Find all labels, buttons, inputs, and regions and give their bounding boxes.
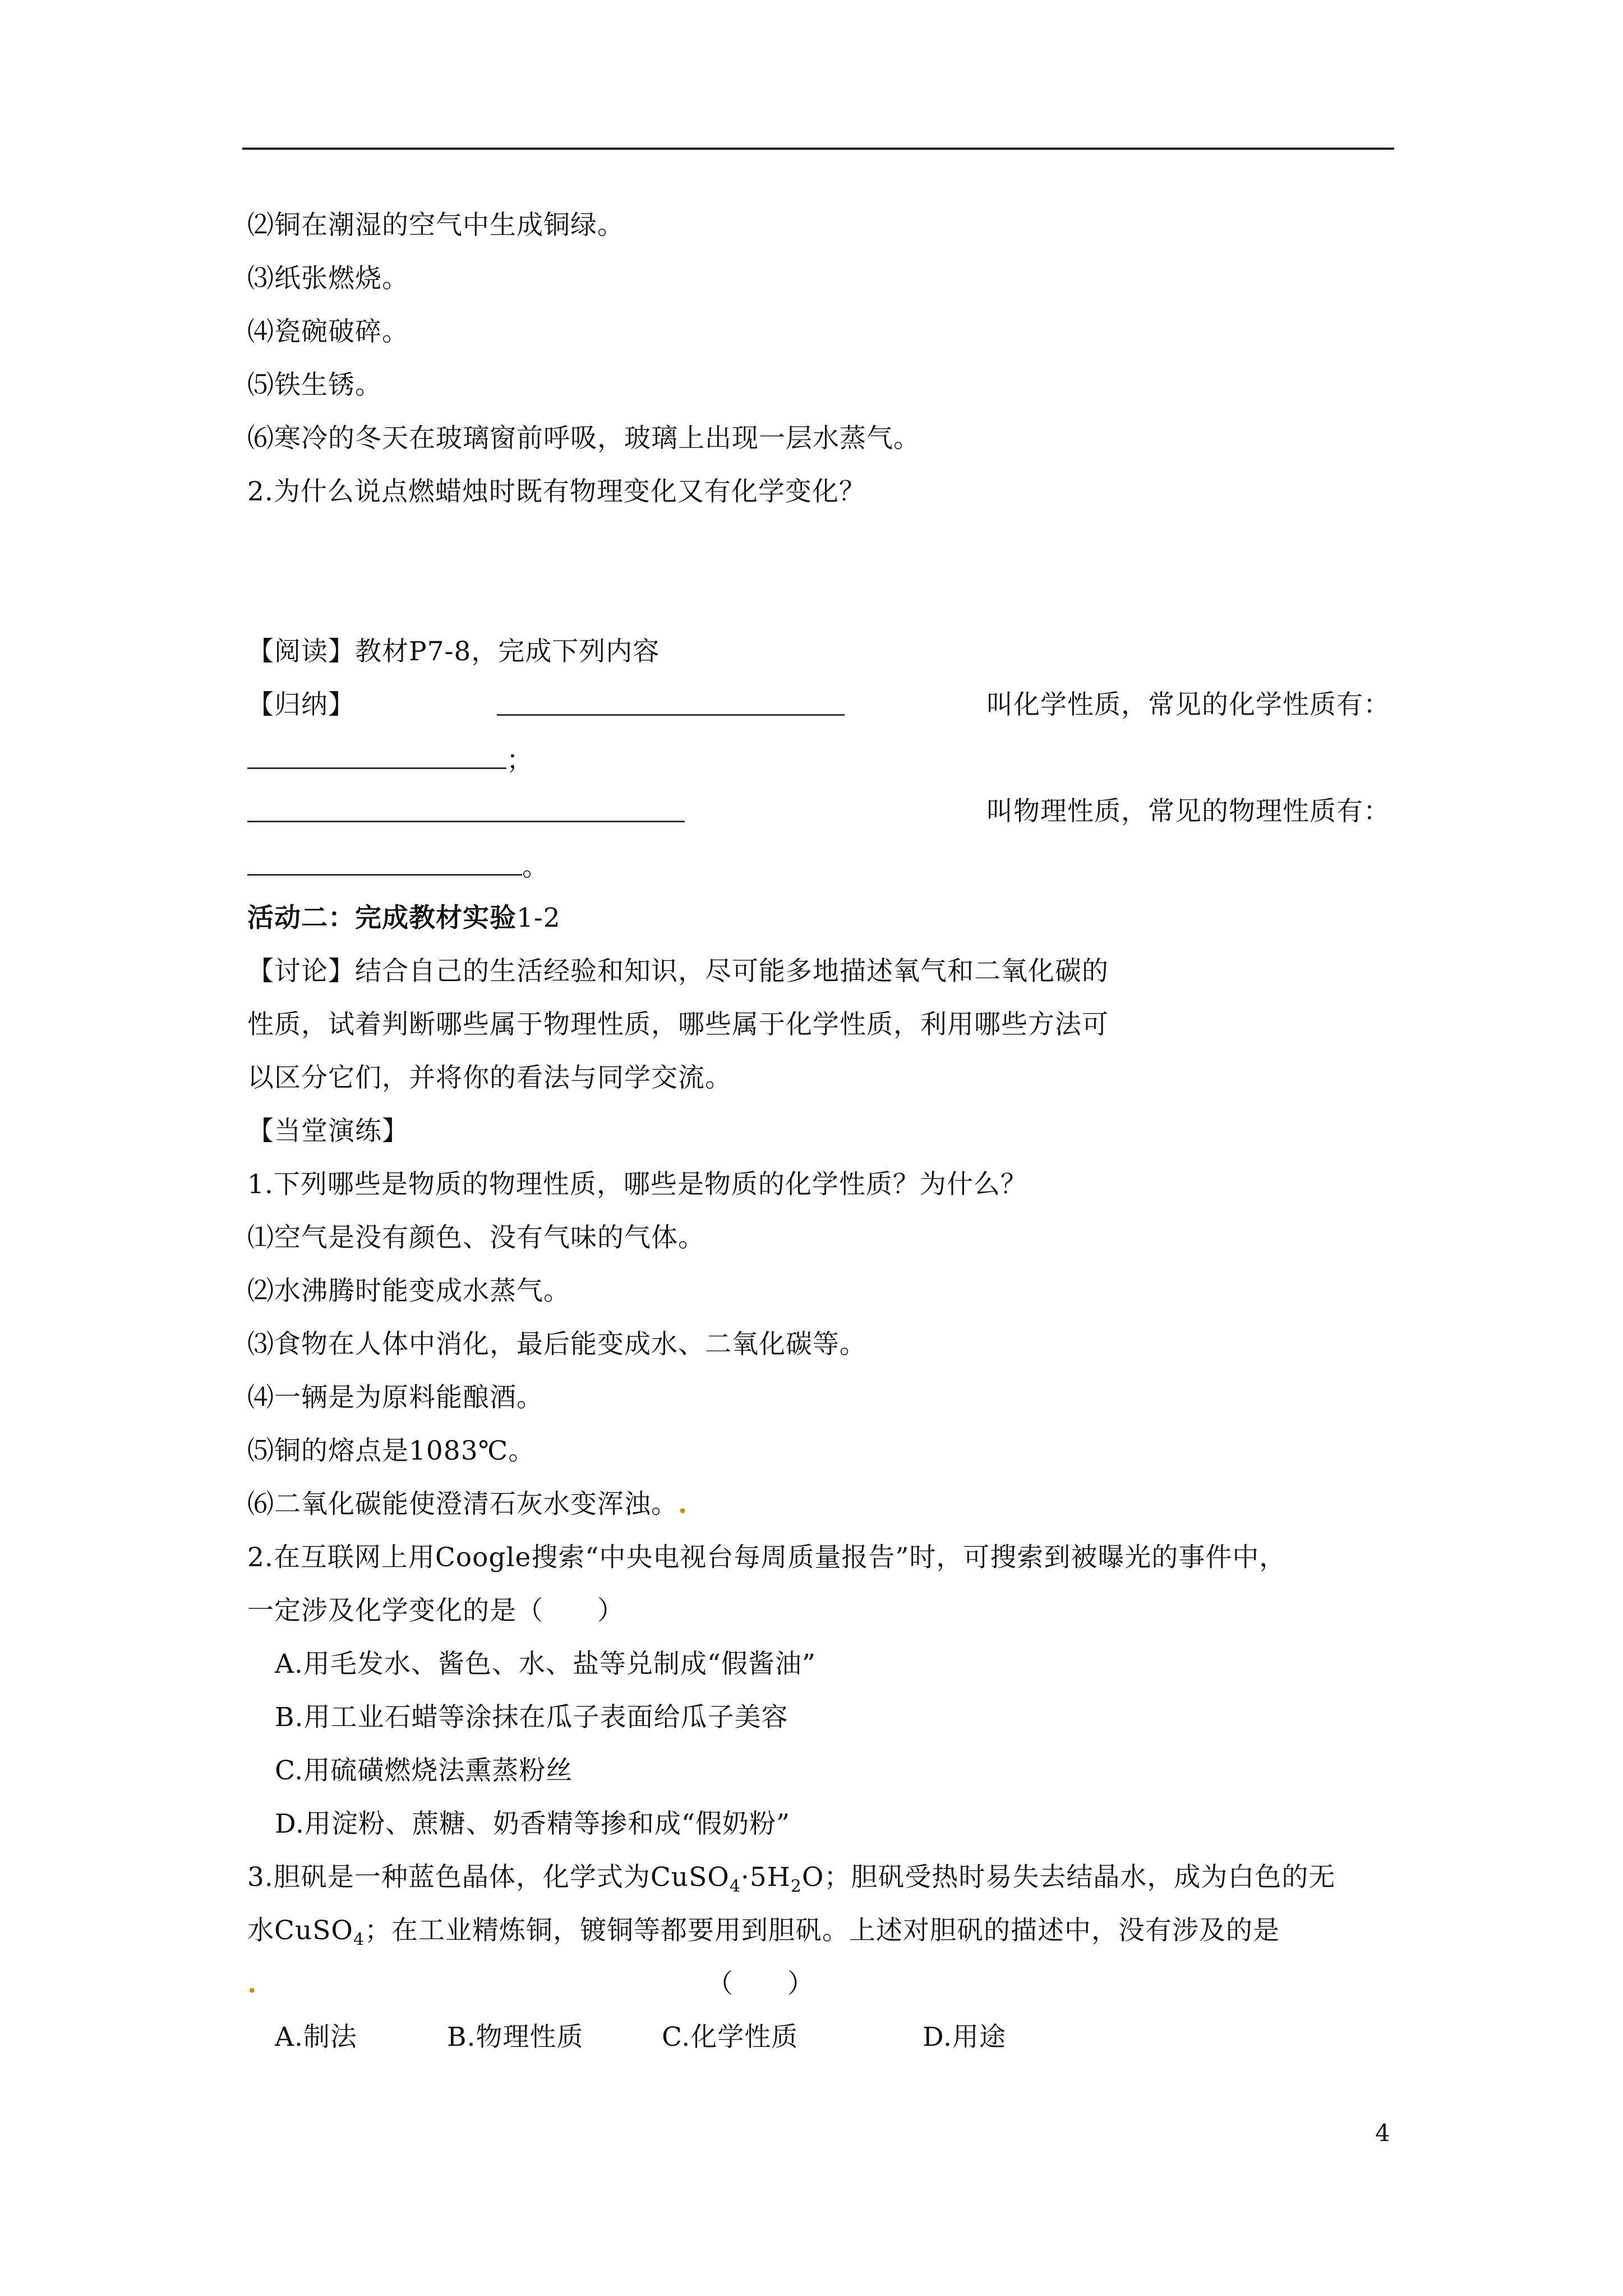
text-line: ⑵水沸腾时能变成水蒸气。 [247,1276,570,1306]
text-content: 3.胆矾是一种蓝色晶体，化学式为CuSO [247,1862,730,1893]
subscript: 2 [790,1876,802,1897]
text-line: ⑴空气是没有颜色、没有气味的气体。 [247,1222,705,1253]
text-line [247,848,549,884]
text-content: ·5H [740,1862,791,1893]
text-line: ⑵铜在潮湿的空气中生成铜绿。 [247,210,624,241]
summary-line [247,688,1390,722]
question-text [247,1861,1335,1903]
subscript: 4 [729,1876,741,1897]
discussion-text: 性质，试着判断哪些属于物理性质，哪些属于化学性质，利用哪些方法可 [247,1009,1109,1040]
stray-dot: . [247,1968,257,1999]
fill-blank[interactable] [247,795,685,822]
page-number: 4 [1375,2119,1390,2147]
text-line: ⑷瓷碗破碎。 [247,316,409,347]
question-text [247,1914,1280,1957]
section-heading: 【当堂演练】 [247,1116,409,1147]
activity-title: 活动二：完成教材实验 [247,903,517,933]
discussion-text: 【讨论】结合自己的生活经验和知识，尽可能多地描述氧气和二氧化碳的 [247,956,1109,987]
option-a: A.用毛发水、酱色、水、盐等兑制成“假酱油” [275,1649,816,1680]
text-content: O；胆矾受热时易失去结晶水，成为白色的无 [801,1862,1336,1893]
question-text: 一定涉及化学变化的是（ ） [247,1595,624,1626]
fill-blank[interactable] [497,688,845,716]
text-content: 水CuSO [247,1915,353,1946]
discussion-text: 以区分它们，并将你的看法与同学交流。 [247,1062,732,1093]
text-line: ⑸铁生锈。 [247,370,382,401]
fill-blank[interactable] [247,848,522,876]
summary-text: 叫物理性质，常见的物理性质有： [986,796,1390,827]
text-content: ⑹二氧化碳能使澄清石灰水变浑浊。 [247,1489,678,1520]
text-line: ⑶纸张燃烧。 [247,263,409,294]
reading-instruction: 【阅读】教材P7-8，完成下列内容 [247,636,660,667]
punctuation: ； [506,745,533,776]
choice-d: D.用途 [923,2022,1006,2053]
question-text: 2.为什么说点燃蜡烛时既有物理变化又有化学变化？ [247,476,866,507]
summary-line [247,795,1390,829]
text-line: ⑶食物在人体中消化，最后能变成水、二氧化碳等。 [247,1329,866,1360]
punctuation: 。 [522,852,549,882]
fill-blank[interactable] [247,742,506,769]
summary-text: 叫化学性质，常见的化学性质有： [986,689,1390,720]
text-line: ⑸铜的熔点是1083℃。 [247,1435,536,1466]
question-text: 1.下列哪些是物质的物理性质，哪些是物质的化学性质？为什么？ [247,1169,1027,1200]
text-line [247,742,533,777]
option-c: C.用硫磺燃烧法熏蒸粉丝 [275,1755,573,1786]
option-d: D.用淀粉、蔗糖、奶香精等掺和成“假奶粉” [275,1809,791,1839]
subscript: 4 [353,1930,365,1950]
text-line: ⑷一辆是为原料能酿酒。 [247,1382,543,1413]
question-text: 2.在互联网上用Coogle搜索“中央电视台每周质量报告”时，可搜索到被曝光的事件中， [247,1542,1287,1573]
text-content: ；在工业精炼铜，镀铜等都要用到胆矾。上述对胆矾的描述中，没有涉及的是 [365,1915,1280,1946]
choice-c: C.化学性质 [662,2022,799,2053]
stray-dot: . [678,1489,688,1520]
choice-a: A.制法 [275,2022,357,2053]
answer-brackets: （ ） [707,1968,814,1999]
activity-heading [247,901,561,935]
option-b: B.用工业石蜡等涂抹在瓜子表面给瓜子美容 [275,1702,789,1733]
summary-label: 【归纳】 [247,689,355,720]
choice-b: B.物理性质 [447,2022,584,2053]
experiment-number: 1-2 [517,903,561,933]
text-line: ⑹寒冷的冬天在玻璃窗前呼吸，玻璃上出现一层水蒸气。 [247,423,920,454]
header-rule [242,148,1394,150]
text-line [247,1488,688,1521]
